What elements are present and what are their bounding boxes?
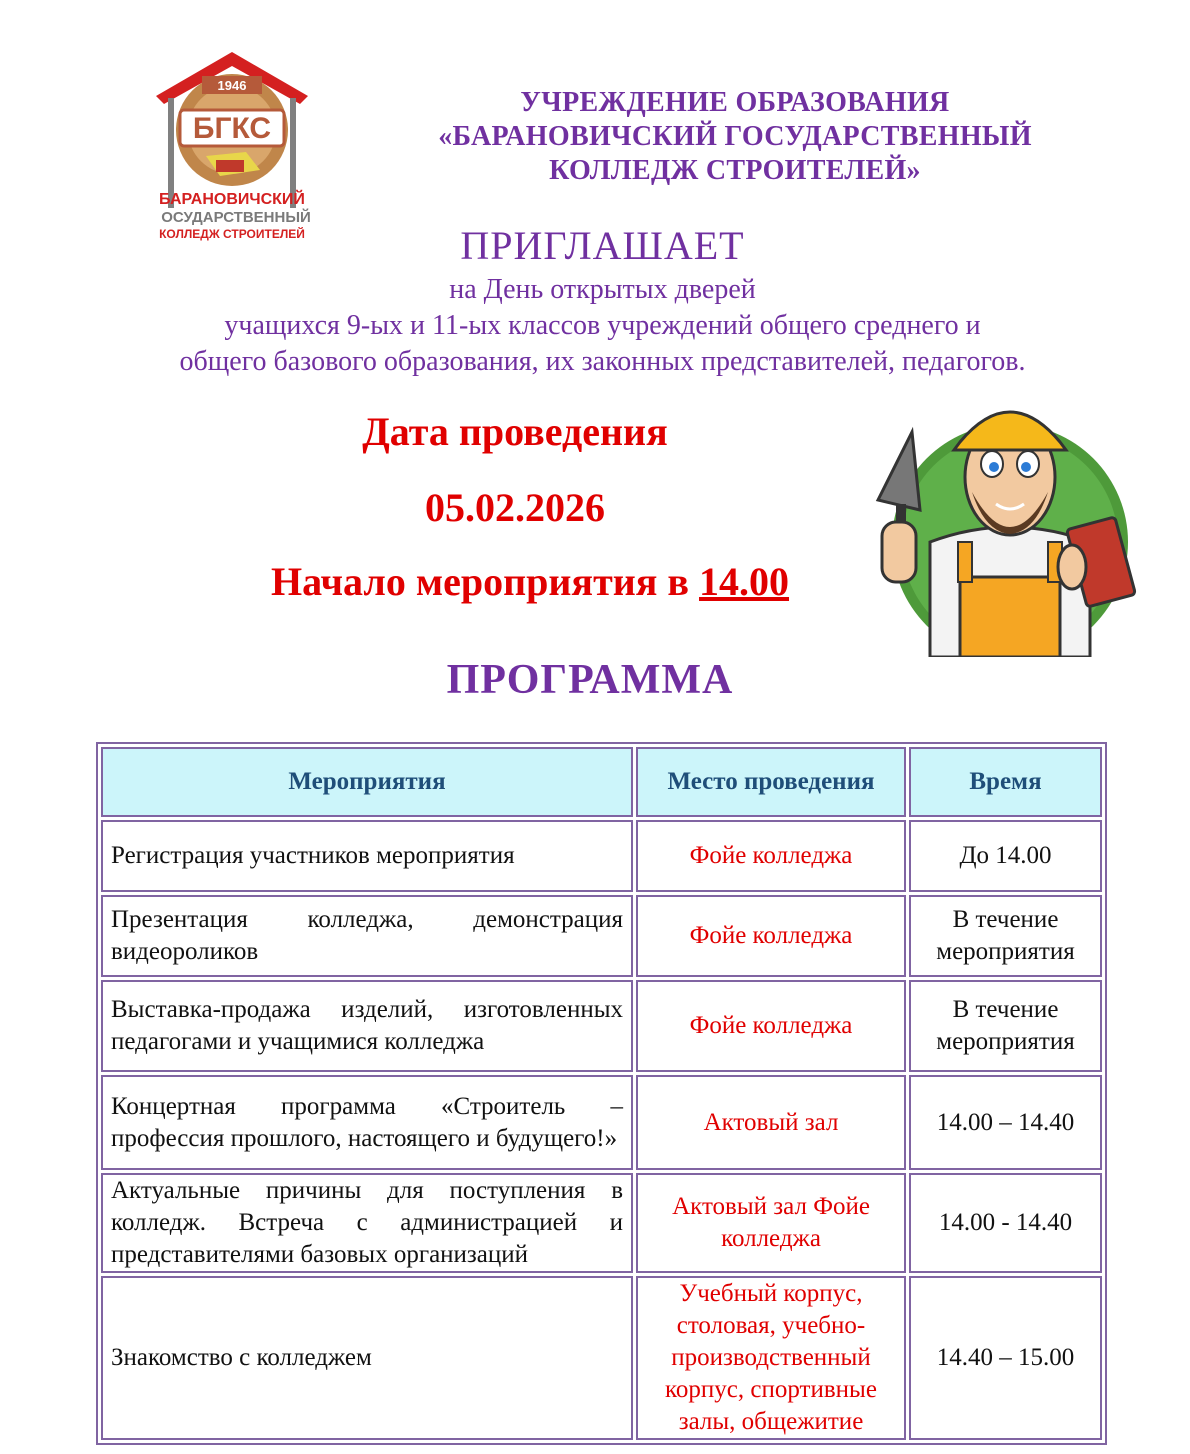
logo-abbr: БГКС	[192, 112, 272, 145]
logo-year: 1946	[217, 78, 247, 93]
start-prefix: Начало мероприятия в	[270, 559, 700, 604]
college-logo	[150, 48, 315, 243]
start-time: 14.00	[699, 559, 790, 604]
organization-name	[380, 86, 1090, 188]
time-cell: 14.40 – 15.00	[909, 1276, 1102, 1440]
header-place: Место проведения	[636, 747, 906, 817]
time-cell: 14.00 – 14.40	[909, 1075, 1102, 1170]
place-cell: Фойе колледжа	[636, 820, 906, 892]
place-cell: Фойе колледжа	[636, 980, 906, 1072]
start-time-line	[170, 558, 890, 605]
invitation-line-3: общего базового образования, их законных представителей, педагогов.	[179, 346, 1026, 377]
logo-line1: БАРАНОВИЧСКИЙ	[159, 191, 305, 208]
logo-line2: ОСУДАРСТВЕННЫЙ	[161, 209, 311, 226]
place-cell: Учебный корпус, столовая, учебно-производственный корпус, спортивные залы, общежитие	[636, 1276, 906, 1440]
activity-cell: Презентация колледжа, демонстрация видеороликов	[101, 895, 633, 977]
invites-heading: ПРИГЛАШАЕТ	[460, 223, 745, 268]
invitation-line-2: учащихся 9-ых и 11-ых классов учреждений общего среднего и	[224, 310, 981, 341]
org-line-2: «БАРАНОВИЧСКИЙ ГОСУДАРСТВЕННЫЙ	[438, 121, 1032, 152]
table-row	[101, 980, 1102, 1072]
date-label: Дата проведения	[362, 409, 668, 454]
header-activity: Мероприятия	[101, 747, 633, 817]
activity-cell: Регистрация участников мероприятия	[101, 820, 633, 892]
table-row	[101, 1276, 1102, 1440]
org-line-3: КОЛЛЕДЖ СТРОИТЕЛЕЙ»	[549, 155, 921, 186]
place-cell: Актовый зал	[636, 1075, 906, 1170]
header-time: Время	[909, 747, 1102, 817]
activity-cell: Выставка-продажа изделий, изготовленных педагогами и учащимися колледжа	[101, 980, 633, 1072]
time-cell: В течение мероприятия	[909, 895, 1102, 977]
invitation-text	[0, 272, 1190, 380]
program-title: ПРОГРАММА	[446, 657, 734, 703]
org-line-1: УЧРЕЖДЕНИЕ ОБРАЗОВАНИЯ	[520, 87, 950, 118]
place-cell: Актовый зал Фойе колледжа	[636, 1173, 906, 1273]
program-table	[96, 742, 1107, 1445]
table-row	[101, 895, 1102, 977]
date-value: 05.02.2026	[425, 485, 605, 530]
logo-line3: КОЛЛЕДЖ СТРОИТЕЛЕЙ	[159, 227, 305, 241]
activity-cell: Актуальные причины для поступления в колледж. Встреча с администрацией и представителями базовых организаций	[101, 1173, 633, 1273]
time-cell: До 14.00	[909, 820, 1102, 892]
table-header-row	[101, 747, 1102, 817]
activity-cell: Концертная программа «Строитель – профессия прошлого, настоящего и будущего!»	[101, 1075, 633, 1170]
time-cell: 14.00 - 14.40	[909, 1173, 1102, 1273]
builder-illustration	[860, 392, 1145, 657]
table-row	[101, 1173, 1102, 1273]
invitation-line-1: на День открытых дверей	[449, 274, 756, 305]
table-row	[101, 1075, 1102, 1170]
activity-cell: Знакомство с колледжем	[101, 1276, 633, 1440]
time-cell: В течение мероприятия	[909, 980, 1102, 1072]
place-cell: Фойе колледжа	[636, 895, 906, 977]
table-row	[101, 820, 1102, 892]
